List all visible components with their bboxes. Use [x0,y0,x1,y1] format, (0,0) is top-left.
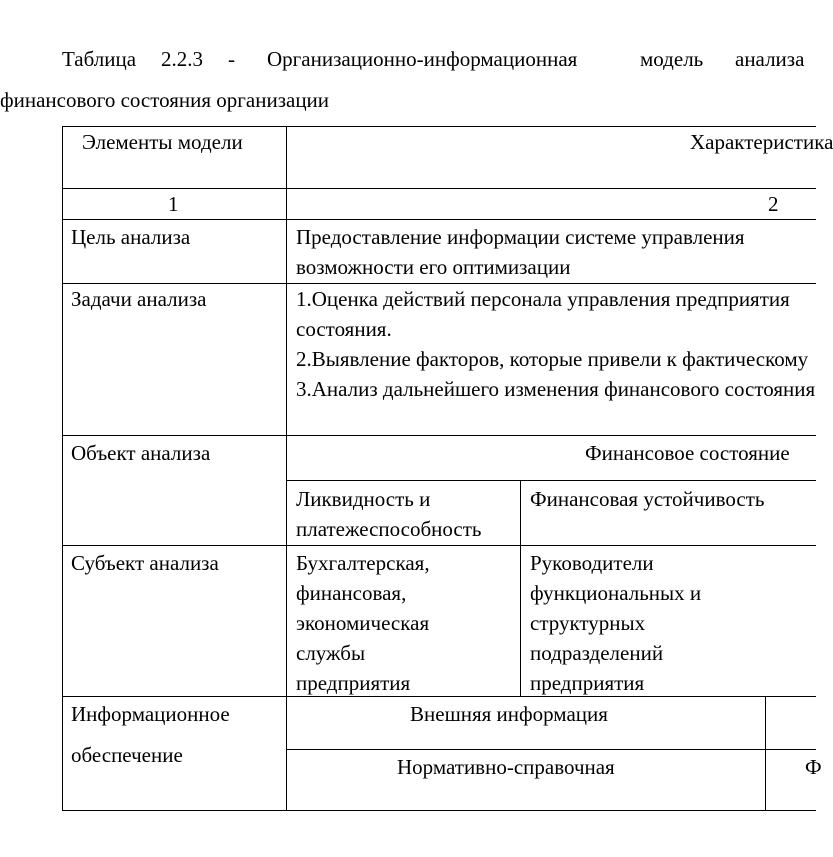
object-label: Объект анализа [71,441,211,465]
grid-line-numbering [62,219,816,220]
tasks-line-1: 1.Оценка действий персонала управления предприятия [296,287,790,311]
grid-subcol-divider [520,480,521,696]
info-label-line-2: обеспечение [71,743,183,767]
header-characteristic: Характеристика [690,130,833,154]
grid-info-divider [765,696,766,810]
tasks-line-4: 3.Анализ дальнейшего изменения финансового состояния [296,377,816,401]
grid-left-border [62,126,63,810]
caption-title-word-3: анализа [735,47,805,71]
goal-text-line-2: возможности его оптимизации [296,255,571,279]
grid-col-divider [286,126,287,810]
subject-col-a-line-4: службы [296,641,366,665]
grid-line-subject [62,696,816,697]
subject-label: Субъект анализа [71,551,219,575]
subject-col-a-line-5: предприятия [296,671,411,695]
info-cut-letter: Ф [805,755,822,779]
tasks-line-2: состояния. [296,317,392,341]
caption-label: Таблица [62,47,137,71]
subject-col-a-line-1: Бухгалтерская, [296,551,430,575]
grid-bottom-border [62,810,816,811]
info-normative: Нормативно-справочная [397,755,615,779]
subject-col-b-line-1: Руководители [530,551,654,575]
caption-title-word-2: модель [640,47,704,71]
grid-line-object-sub [286,480,816,481]
info-label-line-1: Информационное [71,702,230,726]
object-sub-liquidity-line-1: Ликвидность и [296,487,431,511]
tasks-line-3: 2.Выявление факторов, которые привели к фактическому [296,347,809,371]
grid-line-object [62,545,816,546]
caption-title-word-1: Организационно-информационная [267,47,578,71]
subject-col-a-line-3: экономическая [296,611,430,635]
subject-col-b-line-4: подразделений [530,641,664,665]
subject-col-a-line-2: финансовая, [296,581,407,605]
header-elements: Элементы модели [82,130,243,154]
object-sub-stability: Финансовая устойчивость [530,487,765,511]
grid-line-info-sub [286,749,816,750]
goal-label: Цель анализа [71,225,191,249]
caption-dash: - [228,47,235,71]
object-sub-liquidity-line-2: платежеспособность [296,517,482,541]
table-caption-line-2: финансового состояния организации [0,88,330,112]
numbering-col-2: 2 [768,192,779,216]
goal-text-line-1: Предоставление информации системе управления [296,225,745,249]
tasks-label: Задачи анализа [71,287,207,311]
subject-col-b-line-2: функциональных и [530,581,702,605]
grid-line-tasks [62,435,816,436]
numbering-col-1: 1 [168,192,179,216]
info-external: Внешняя информация [410,702,608,726]
subject-col-b-line-5: предприятия [530,671,645,695]
object-main: Финансовое состояние [585,441,790,465]
caption-number: 2.2.3 [161,47,203,71]
subject-col-b-line-3: структурных [530,611,646,635]
